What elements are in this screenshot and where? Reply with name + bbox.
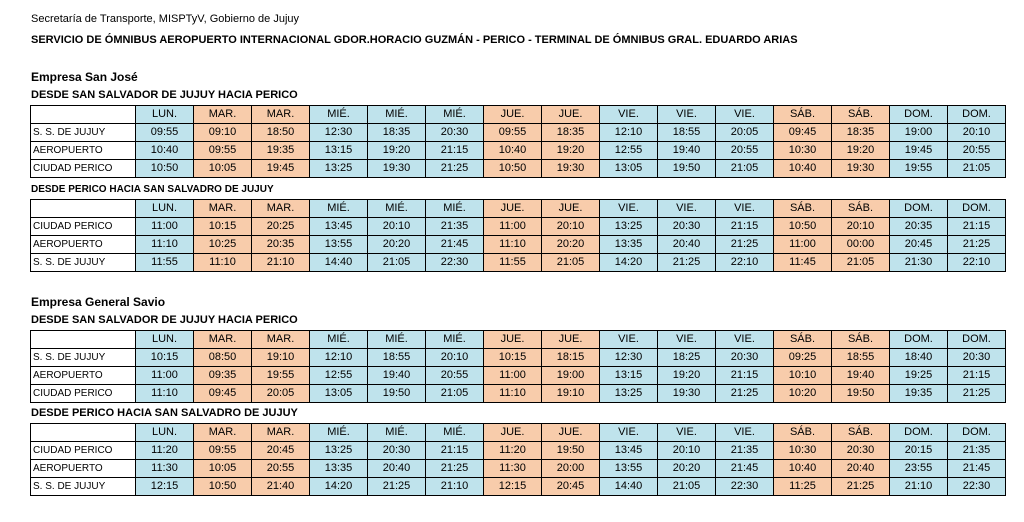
day-header-cell: MIÉ. (310, 424, 368, 442)
time-cell: 13:15 (310, 142, 368, 160)
time-cell: 09:25 (774, 349, 832, 367)
day-header-cell: VIE. (716, 424, 774, 442)
time-cell: 14:40 (310, 254, 368, 272)
table-row (31, 478, 1006, 496)
section-title: DESDE PERICO HACIA SAN SALVADRO DE JUJUY (31, 184, 274, 195)
schedule-table (30, 423, 1006, 496)
time-cell: 20:55 (716, 142, 774, 160)
time-cell: 09:35 (194, 367, 252, 385)
time-cell: 14:20 (310, 478, 368, 496)
time-cell: 20:10 (426, 349, 484, 367)
time-cell: 21:35 (426, 218, 484, 236)
day-header-cell: JUE. (484, 424, 542, 442)
day-header-cell: MAR. (252, 106, 310, 124)
day-header-cell: LUN. (136, 331, 194, 349)
table-row (31, 124, 1006, 142)
day-header-cell: MIÉ. (426, 424, 484, 442)
time-cell: 21:30 (890, 254, 948, 272)
day-header-cell: JUE. (542, 106, 600, 124)
time-cell: 13:25 (600, 385, 658, 403)
schedule-table (30, 199, 1006, 272)
time-cell: 21:40 (252, 478, 310, 496)
day-header-cell: MIÉ. (426, 106, 484, 124)
time-cell: 20:20 (368, 236, 426, 254)
day-header-cell: VIE. (600, 106, 658, 124)
day-header-cell: DOM. (948, 200, 1006, 218)
time-cell: 20:40 (368, 460, 426, 478)
day-header-cell: JUE. (542, 424, 600, 442)
time-cell: 20:30 (426, 124, 484, 142)
time-cell: 11:00 (136, 367, 194, 385)
day-header-cell: LUN. (136, 106, 194, 124)
time-cell: 21:25 (368, 478, 426, 496)
time-cell: 21:25 (948, 385, 1006, 403)
time-cell: 20:05 (252, 385, 310, 403)
time-cell: 22:10 (716, 254, 774, 272)
time-cell: 10:15 (136, 349, 194, 367)
time-cell: 20:05 (716, 124, 774, 142)
time-cell: 11:00 (484, 218, 542, 236)
time-cell: 11:10 (484, 236, 542, 254)
time-cell: 13:55 (600, 460, 658, 478)
time-cell: 21:25 (658, 254, 716, 272)
time-cell: 10:30 (774, 442, 832, 460)
stop-name-cell: S. S. DE JUJUY (31, 254, 136, 272)
time-cell: 10:05 (194, 160, 252, 178)
time-cell: 21:05 (948, 160, 1006, 178)
time-cell: 11:30 (484, 460, 542, 478)
time-cell: 13:05 (600, 160, 658, 178)
table-row (31, 160, 1006, 178)
time-cell: 10:50 (194, 478, 252, 496)
time-cell: 10:40 (484, 142, 542, 160)
day-header-cell: DOM. (890, 200, 948, 218)
time-cell: 21:10 (252, 254, 310, 272)
day-header-cell: VIE. (716, 331, 774, 349)
time-cell: 18:15 (542, 349, 600, 367)
time-cell: 19:00 (890, 124, 948, 142)
company-name: Empresa General Savio (31, 295, 166, 309)
time-cell: 20:30 (716, 349, 774, 367)
day-header-cell: MAR. (252, 424, 310, 442)
time-cell: 21:05 (542, 254, 600, 272)
day-header-cell: MIÉ. (368, 106, 426, 124)
time-cell: 19:50 (542, 442, 600, 460)
time-cell: 20:10 (368, 218, 426, 236)
time-cell: 21:25 (716, 236, 774, 254)
day-header-cell: JUE. (542, 331, 600, 349)
stop-name-cell: CIUDAD PERICO (31, 385, 136, 403)
time-cell: 19:10 (252, 349, 310, 367)
time-cell: 18:25 (658, 349, 716, 367)
time-cell: 18:55 (658, 124, 716, 142)
time-cell: 18:35 (368, 124, 426, 142)
time-cell: 21:45 (426, 236, 484, 254)
time-cell: 20:10 (658, 442, 716, 460)
stop-name-cell: CIUDAD PERICO (31, 160, 136, 178)
table-row (31, 142, 1006, 160)
day-header-cell: MIÉ. (368, 424, 426, 442)
day-header-cell: VIE. (658, 331, 716, 349)
time-cell: 21:15 (948, 218, 1006, 236)
time-cell: 13:05 (310, 385, 368, 403)
time-cell: 10:30 (774, 142, 832, 160)
day-header-cell: DOM. (948, 424, 1006, 442)
time-cell: 13:55 (310, 236, 368, 254)
stop-name-cell: CIUDAD PERICO (31, 218, 136, 236)
time-cell: 10:20 (774, 385, 832, 403)
time-cell: 21:45 (716, 460, 774, 478)
time-cell: 23:55 (890, 460, 948, 478)
day-header-cell: MIÉ. (310, 200, 368, 218)
time-cell: 21:05 (832, 254, 890, 272)
day-header-cell: VIE. (658, 200, 716, 218)
time-cell: 19:20 (658, 367, 716, 385)
time-cell: 12:10 (310, 349, 368, 367)
stop-name-cell: AEROPUERTO (31, 460, 136, 478)
day-header-cell: VIE. (658, 424, 716, 442)
section-title: DESDE SAN SALVADOR DE JUJUY HACIA PERICO (31, 314, 298, 326)
time-cell: 09:55 (136, 124, 194, 142)
stop-name-cell: S. S. DE JUJUY (31, 478, 136, 496)
time-cell: 20:30 (948, 349, 1006, 367)
time-cell: 11:00 (136, 218, 194, 236)
stop-name-cell: S. S. DE JUJUY (31, 349, 136, 367)
time-cell: 19:30 (832, 160, 890, 178)
time-cell: 10:15 (484, 349, 542, 367)
stop-name-cell: AEROPUERTO (31, 236, 136, 254)
table-row (31, 367, 1006, 385)
time-cell: 19:35 (890, 385, 948, 403)
time-cell: 19:20 (368, 142, 426, 160)
time-cell: 11:20 (136, 442, 194, 460)
time-cell: 11:00 (774, 236, 832, 254)
time-cell: 20:55 (426, 367, 484, 385)
time-cell: 19:50 (658, 160, 716, 178)
time-cell: 10:05 (194, 460, 252, 478)
day-header-cell: MIÉ. (368, 200, 426, 218)
time-cell: 09:55 (194, 142, 252, 160)
time-cell: 20:15 (890, 442, 948, 460)
table-row (31, 236, 1006, 254)
time-cell: 22:30 (716, 478, 774, 496)
day-header-cell: SÁB. (832, 200, 890, 218)
time-cell: 20:40 (658, 236, 716, 254)
day-header-cell: SÁB. (774, 200, 832, 218)
day-header-cell: VIE. (716, 106, 774, 124)
time-cell: 13:25 (310, 160, 368, 178)
day-header-cell: MIÉ. (426, 331, 484, 349)
time-cell: 11:25 (774, 478, 832, 496)
time-cell: 20:45 (890, 236, 948, 254)
day-header-cell: DOM. (890, 424, 948, 442)
table-row (31, 218, 1006, 236)
time-cell: 21:05 (658, 478, 716, 496)
time-cell: 18:55 (832, 349, 890, 367)
time-cell: 20:30 (658, 218, 716, 236)
day-header-cell: JUE. (484, 106, 542, 124)
day-header-cell: MIÉ. (310, 331, 368, 349)
table-row (31, 460, 1006, 478)
day-header-cell: MAR. (252, 331, 310, 349)
time-cell: 19:50 (368, 385, 426, 403)
day-header-cell: DOM. (890, 331, 948, 349)
time-cell: 21:25 (426, 460, 484, 478)
time-cell: 10:40 (136, 142, 194, 160)
time-cell: 09:45 (194, 385, 252, 403)
time-cell: 08:50 (194, 349, 252, 367)
time-cell: 20:45 (542, 478, 600, 496)
day-header-cell: SÁB. (832, 424, 890, 442)
day-header-cell: MAR. (252, 200, 310, 218)
day-header-cell: MAR. (194, 424, 252, 442)
page-title: SERVICIO DE ÓMNIBUS AEROPUERTO INTERNACIONAL GDOR.HORACIO GUZMÁN - PERICO - TERMINAL DE ÓMNIBUS GRAL. EDUARDO ARIAS (31, 34, 798, 46)
time-cell: 09:55 (484, 124, 542, 142)
time-cell: 10:10 (774, 367, 832, 385)
day-header-cell: MIÉ. (310, 106, 368, 124)
time-cell: 21:25 (426, 160, 484, 178)
time-cell: 14:20 (600, 254, 658, 272)
day-header-cell: VIE. (716, 200, 774, 218)
time-cell: 12:15 (484, 478, 542, 496)
time-cell: 12:30 (600, 349, 658, 367)
time-cell: 19:30 (542, 160, 600, 178)
day-header-cell: DOM. (948, 331, 1006, 349)
time-cell: 19:45 (252, 160, 310, 178)
time-cell: 21:05 (716, 160, 774, 178)
day-header-row (31, 424, 1006, 442)
time-cell: 18:55 (368, 349, 426, 367)
time-cell: 11:55 (136, 254, 194, 272)
time-cell: 19:20 (832, 142, 890, 160)
time-cell: 13:15 (600, 367, 658, 385)
time-cell: 21:10 (890, 478, 948, 496)
time-cell: 10:15 (194, 218, 252, 236)
time-cell: 13:35 (310, 460, 368, 478)
time-cell: 21:15 (426, 442, 484, 460)
stop-name-cell: CIUDAD PERICO (31, 442, 136, 460)
time-cell: 21:25 (948, 236, 1006, 254)
table-row (31, 442, 1006, 460)
time-cell: 19:50 (832, 385, 890, 403)
day-header-row (31, 200, 1006, 218)
time-cell: 19:40 (368, 367, 426, 385)
time-cell: 10:50 (136, 160, 194, 178)
day-header-cell: MIÉ. (426, 200, 484, 218)
time-cell: 20:45 (252, 442, 310, 460)
time-cell: 13:45 (310, 218, 368, 236)
time-cell: 20:00 (542, 460, 600, 478)
company-name: Empresa San José (31, 70, 138, 84)
time-cell: 14:40 (600, 478, 658, 496)
time-cell: 19:00 (542, 367, 600, 385)
time-cell: 11:10 (484, 385, 542, 403)
time-cell: 19:40 (832, 367, 890, 385)
time-cell: 20:55 (948, 142, 1006, 160)
time-cell: 20:10 (832, 218, 890, 236)
section-title: DESDE PERICO HACIA SAN SALVADRO DE JUJUY (31, 407, 298, 419)
time-cell: 20:20 (658, 460, 716, 478)
time-cell: 11:00 (484, 367, 542, 385)
day-header-cell: MIÉ. (368, 331, 426, 349)
time-cell: 19:40 (658, 142, 716, 160)
time-cell: 11:10 (194, 254, 252, 272)
time-cell: 22:10 (948, 254, 1006, 272)
day-header-cell: LUN. (136, 200, 194, 218)
time-cell: 12:15 (136, 478, 194, 496)
time-cell: 20:55 (252, 460, 310, 478)
time-cell: 18:50 (252, 124, 310, 142)
day-header-cell: MAR. (194, 106, 252, 124)
time-cell: 20:35 (890, 218, 948, 236)
section-title: DESDE SAN SALVADOR DE JUJUY HACIA PERICO (31, 89, 298, 101)
time-cell: 11:30 (136, 460, 194, 478)
time-cell: 22:30 (426, 254, 484, 272)
time-cell: 12:55 (310, 367, 368, 385)
day-header-cell: JUE. (542, 200, 600, 218)
stop-name-cell: AEROPUERTO (31, 142, 136, 160)
day-header-cell: VIE. (600, 331, 658, 349)
time-cell: 09:10 (194, 124, 252, 142)
day-header-cell: VIE. (600, 200, 658, 218)
time-cell: 11:10 (136, 385, 194, 403)
time-cell: 21:15 (948, 367, 1006, 385)
stop-name-cell: AEROPUERTO (31, 367, 136, 385)
time-cell: 20:40 (832, 460, 890, 478)
time-cell: 20:25 (252, 218, 310, 236)
time-cell: 19:20 (542, 142, 600, 160)
time-cell: 10:40 (774, 460, 832, 478)
time-cell: 09:45 (774, 124, 832, 142)
time-cell: 21:15 (426, 142, 484, 160)
time-cell: 22:30 (948, 478, 1006, 496)
table-row (31, 254, 1006, 272)
table-row (31, 349, 1006, 367)
day-header-cell: SÁB. (774, 424, 832, 442)
time-cell: 21:35 (948, 442, 1006, 460)
time-cell: 19:35 (252, 142, 310, 160)
time-cell: 18:40 (890, 349, 948, 367)
day-header-cell: LUN. (136, 424, 194, 442)
time-cell: 12:10 (600, 124, 658, 142)
time-cell: 21:05 (426, 385, 484, 403)
day-header-cell: MAR. (194, 200, 252, 218)
time-cell: 12:30 (310, 124, 368, 142)
day-header-cell: JUE. (484, 200, 542, 218)
time-cell: 09:55 (194, 442, 252, 460)
schedule-table (30, 105, 1006, 178)
time-cell: 20:10 (948, 124, 1006, 142)
time-cell: 19:45 (890, 142, 948, 160)
time-cell: 11:45 (774, 254, 832, 272)
time-cell: 21:10 (426, 478, 484, 496)
time-cell: 12:55 (600, 142, 658, 160)
header-blank-cell (31, 331, 136, 349)
time-cell: 19:30 (658, 385, 716, 403)
stop-name-cell: S. S. DE JUJUY (31, 124, 136, 142)
time-cell: 13:25 (310, 442, 368, 460)
time-cell: 19:55 (252, 367, 310, 385)
time-cell: 20:30 (832, 442, 890, 460)
header-blank-cell (31, 106, 136, 124)
day-header-cell: VIE. (658, 106, 716, 124)
time-cell: 21:45 (948, 460, 1006, 478)
time-cell: 10:50 (484, 160, 542, 178)
time-cell: 00:00 (832, 236, 890, 254)
day-header-cell: SÁB. (832, 331, 890, 349)
time-cell: 11:10 (136, 236, 194, 254)
day-header-cell: VIE. (600, 424, 658, 442)
day-header-cell: SÁB. (832, 106, 890, 124)
time-cell: 20:35 (252, 236, 310, 254)
day-header-cell: JUE. (484, 331, 542, 349)
day-header-row (31, 331, 1006, 349)
time-cell: 13:35 (600, 236, 658, 254)
time-cell: 11:20 (484, 442, 542, 460)
day-header-cell: DOM. (948, 106, 1006, 124)
time-cell: 19:25 (890, 367, 948, 385)
header-blank-cell (31, 424, 136, 442)
time-cell: 10:50 (774, 218, 832, 236)
time-cell: 21:15 (716, 367, 774, 385)
time-cell: 20:20 (542, 236, 600, 254)
time-cell: 21:35 (716, 442, 774, 460)
day-header-row (31, 106, 1006, 124)
day-header-cell: SÁB. (774, 106, 832, 124)
time-cell: 21:15 (716, 218, 774, 236)
time-cell: 10:40 (774, 160, 832, 178)
time-cell: 19:10 (542, 385, 600, 403)
header-blank-cell (31, 200, 136, 218)
time-cell: 18:35 (832, 124, 890, 142)
time-cell: 19:30 (368, 160, 426, 178)
time-cell: 21:05 (368, 254, 426, 272)
time-cell: 11:55 (484, 254, 542, 272)
time-cell: 21:25 (832, 478, 890, 496)
time-cell: 20:30 (368, 442, 426, 460)
table-row (31, 385, 1006, 403)
time-cell: 21:25 (716, 385, 774, 403)
time-cell: 13:45 (600, 442, 658, 460)
day-header-cell: SÁB. (774, 331, 832, 349)
day-header-cell: DOM. (890, 106, 948, 124)
time-cell: 18:35 (542, 124, 600, 142)
source-line: Secretaría de Transporte, MISPTyV, Gobierno de Jujuy (31, 13, 300, 25)
time-cell: 10:25 (194, 236, 252, 254)
time-cell: 19:55 (890, 160, 948, 178)
time-cell: 20:10 (542, 218, 600, 236)
schedule-table (30, 330, 1006, 403)
time-cell: 13:25 (600, 218, 658, 236)
day-header-cell: MAR. (194, 331, 252, 349)
